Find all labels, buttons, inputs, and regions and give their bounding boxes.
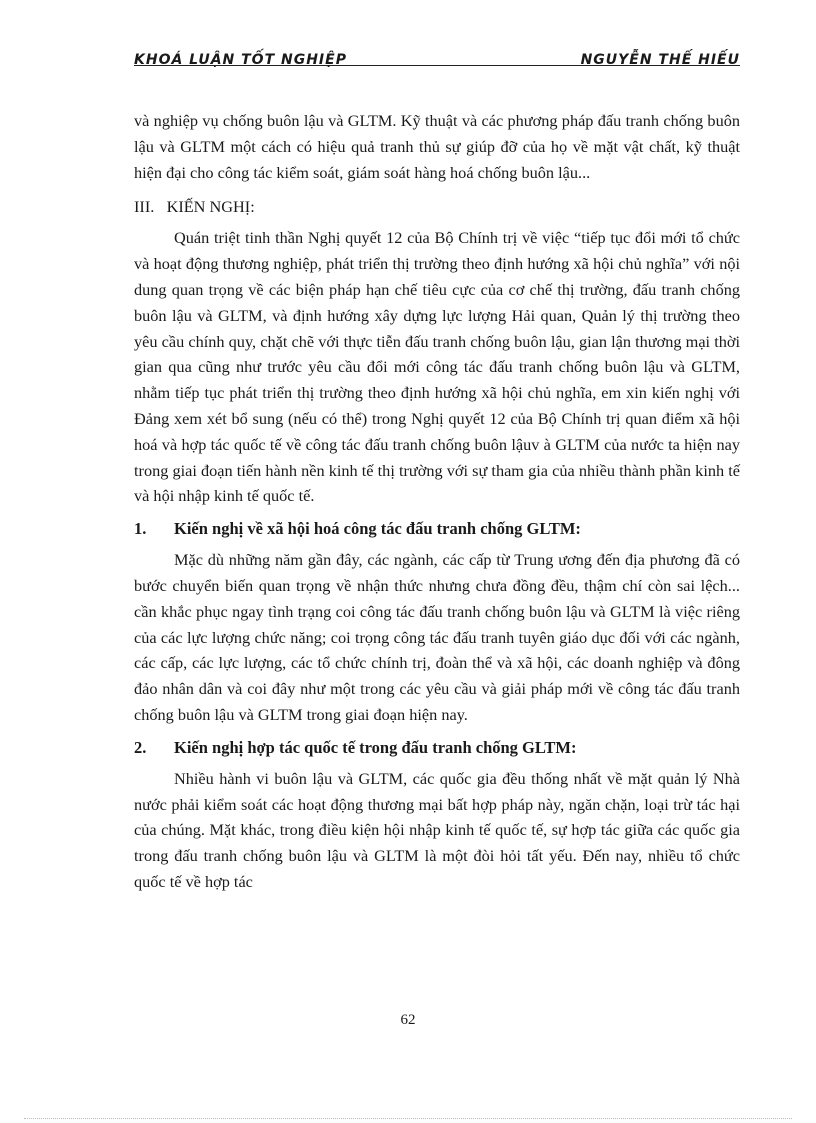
page-bottom-rule	[24, 1118, 792, 1119]
paragraph-recommendations-intro: Quán triệt tinh thần Nghị quyết 12 của Bộ Chính trị về việc “tiếp tục đổi mới tổ chức và hoạt động thương nghiệp, phát triển thị trường theo định hướng xã hội chủ nghĩa” với nội dung quan trọng về các biện pháp hạn chế tiêu cực của cơ chế thị trường, đấu tranh chống buôn lậu và GLTM, và định hướng xây dựng lực lượng Hải quan, Quản lý thị trường theo yêu cầu chính quy, chặt chẽ với thực tiễn đấu tranh chống buôn lậu, gian lận thương mại thời gian qua cũng như trước yêu cầu đổi mới công tác đấu tranh chống buôn lậu và GLTM, nhằm tiếp tục phát triển thị trường theo định hướng xã hội chủ nghĩa, em xin kiến nghị với Đảng xem xét bổ sung (nếu có thể) trong Nghị quyết 12 của Bộ Chính trị quan điểm xã hội hoá và hợp tác quốc tế về công tác đấu tranh chống buôn lậuv à GLTM của nước ta hiện nay trong giai đoạn tiến hành nền kinh tế thị trường với sự tham gia của nhiều thành phần kinh tế và hội nhập kinh tế quốc tế.	[134, 228, 740, 506]
paragraph-socialization: Mặc dù những năm gần đây, các ngành, các cấp từ Trung ương đến địa phương đã có bước chuyển biến quan trọng về nhận thức nhưng chưa đồng đều, thậm chí còn sai lệch... cần khắc phục ngay tình trạng coi công tác đấu tranh chống buôn lậu và GLTM là việc riêng của các lực lượng chức năng; coi trọng công tác đấu tranh tuyên giáo dục đối với các ngành, các cấp, các lực lượng, các tổ chức chính trị, đoàn thể và xã hội, các doanh nghiệp và đông đảo nhân dân và coi đây như một trong các yêu cầu và giải pháp mới về công tác đấu tranh chống buôn lậu và GLTM trong giai đoạn hiện nay.	[134, 550, 740, 724]
section-heading	[134, 195, 740, 219]
paragraph-international-cooperation: Nhiều hành vi buôn lậu và GLTM, các quốc gia đều thống nhất về mặt quản lý Nhà nước phải kiểm soát các hoạt động thương mại bất hợp pháp này, ngăn chặn, loại trừ tác hại của chúng. Mặt khác, trong điều kiện hội nhập kinh tế quốc tế, sự hợp tác giữa các quốc gia trong đấu tranh chống buôn lậu và GLTM là một đòi hỏi tất yếu. Đến nay, nhiều tổ chức quốc tế về hợp tác	[134, 768, 740, 891]
subsection-heading-2	[134, 736, 740, 760]
paragraph-continuation: và nghiệp vụ chống buôn lậu và GLTM. Kỹ thuật và các phương pháp đấu tranh chống buôn lậu và GLTM một cách có hiệu quả tranh thủ sự giúp đỡ của họ về mặt vật chất, kỹ thuật hiện đại cho công tác kiểm soát, giám soát hàng hoá chống buôn lậu...	[134, 111, 740, 182]
subsection-title: Kiến nghị hợp tác quốc tế trong đấu tranh chống GLTM:	[174, 737, 577, 757]
subsection-number: 1.	[134, 519, 147, 539]
header-thesis-title: KHOÁ LUẬN TỐT NGHIỆP	[134, 52, 347, 68]
section-title: KIẾN NGHỊ:	[166, 197, 255, 217]
document-body	[134, 108, 740, 895]
page-number: 62	[400, 1012, 416, 1028]
page-header	[134, 52, 740, 72]
subsection-title: Kiến nghị về xã hội hoá công tác đấu tranh chống GLTM:	[174, 519, 581, 539]
section-number: III.	[134, 197, 155, 217]
subsection-number: 2.	[134, 737, 147, 757]
subsection-heading-1	[134, 517, 740, 541]
header-author-name: NGUYỄN THẾ HIẾU	[580, 52, 740, 68]
